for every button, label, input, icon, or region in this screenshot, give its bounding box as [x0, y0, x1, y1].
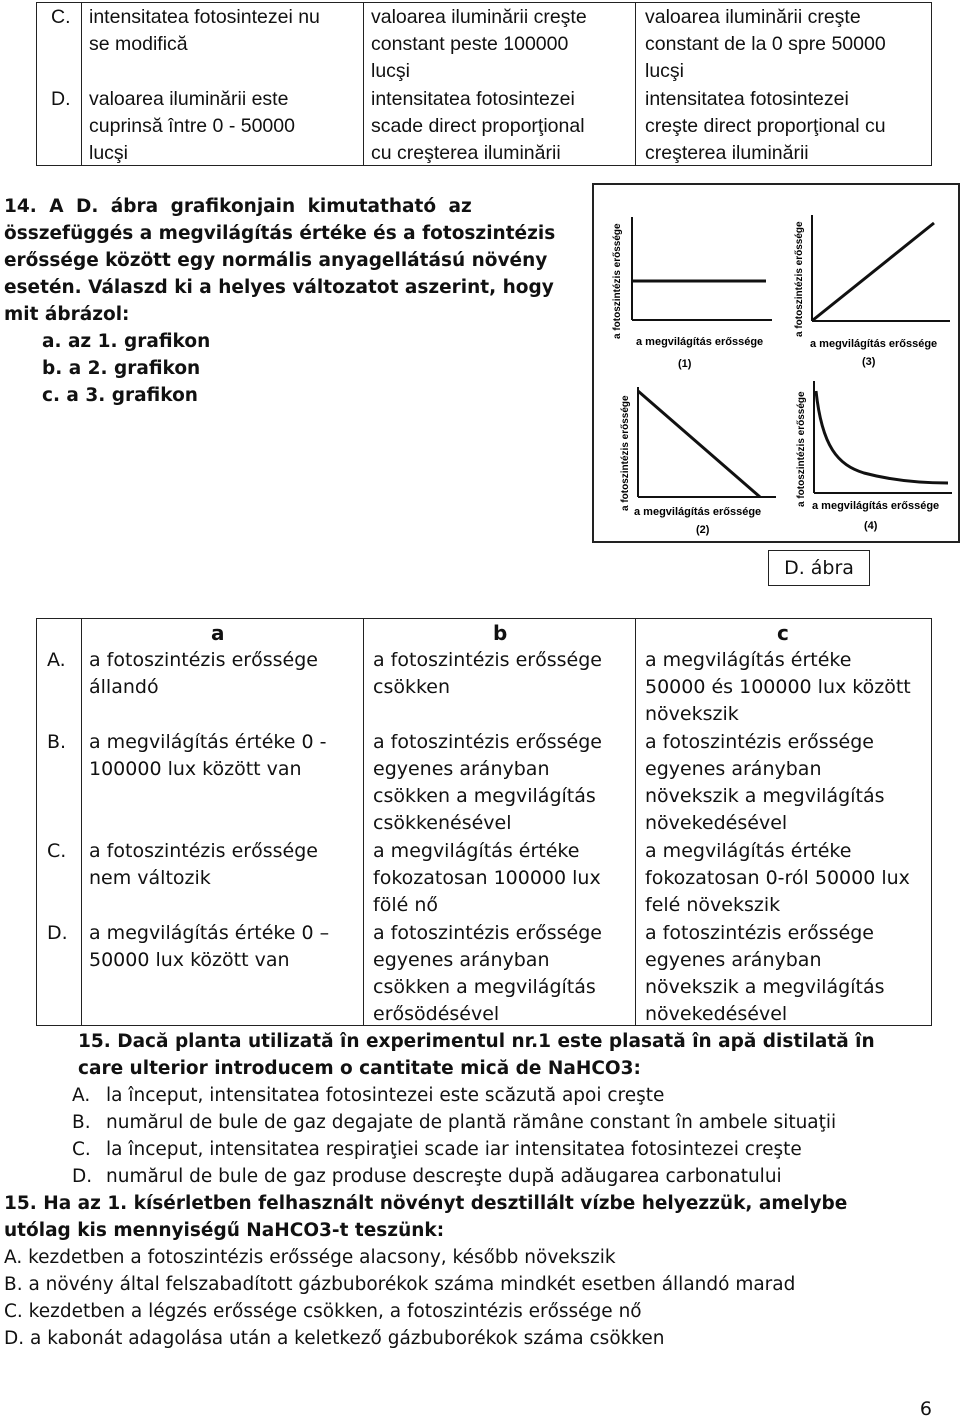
curve-increasing	[813, 223, 934, 320]
x-axis-label: a megvilágítás erőssége	[636, 336, 764, 348]
table-cell: a megvilágítás értéke 0 - 100000 lux között van	[89, 731, 327, 780]
table-cell: a megvilágítás értéke fokozatosan 0-ról 50000 lux felé növekszik	[645, 840, 910, 916]
table-cell: intensitatea fotosintezei creşte direct proporţional cu creşterea iluminării	[645, 88, 886, 164]
x-axis-label: a megvilágítás erőssége	[634, 506, 762, 518]
row-letter: D.	[47, 922, 68, 944]
graph-number: (1)	[678, 358, 692, 370]
table-divider	[81, 3, 82, 165]
graph-2	[620, 387, 776, 536]
table-cell: a megvilágítás értéke fokozatosan 100000 lux fölé nő	[373, 840, 601, 916]
ro-option-letter: B.	[72, 1112, 91, 1133]
table-cell: a fotoszintézis erőssége egyenes arányban növekszik a megvilágítás növekedésével	[645, 731, 885, 834]
table-cell: intensitatea fotosintezei nu se modifică	[89, 6, 320, 55]
y-axis-label: a fotoszintézis erőssége	[612, 223, 623, 339]
ro-option-letter: D.	[72, 1166, 93, 1187]
row-letter: C.	[47, 840, 67, 862]
question-14	[4, 193, 576, 409]
question-15-ro-title-2: care ulterior introducem o cantitate mică de NaHCO3:	[78, 1058, 641, 1079]
ro-option-letter: C.	[72, 1139, 91, 1160]
table-cell: valoarea iluminării creşte constant peste 100000 lucşi	[371, 6, 587, 82]
ro-option-letter: A.	[72, 1085, 91, 1106]
table-cell: a fotoszintézis erőssége egyenes arányban növekszik a megvilágítás növekedésével	[645, 922, 885, 1025]
table-cell: a fotoszintézis erőssége egyenes arányban csökken a megvilágítás erősödésével	[373, 922, 602, 1025]
table-cell: a megvilágítás értéke 50000 és 100000 lux között növekszik	[645, 649, 911, 725]
graph-number: (2)	[696, 524, 710, 536]
row-letter: C.	[51, 6, 71, 28]
graph-4	[796, 381, 952, 532]
ro-option-text: numărul de bule de gaz produse descreşte după adăugarea carbonatului	[106, 1166, 782, 1187]
row-letter: D.	[51, 88, 71, 110]
table-divider	[635, 619, 636, 1025]
table-cell: a fotoszintézis erőssége csökken	[373, 649, 602, 698]
ro-option-text: numărul de bule de gaz degajate de plantă rămâne constant în ambele situaţii	[106, 1112, 837, 1133]
column-header-a: a	[211, 621, 225, 645]
figure-caption: D. ábra	[768, 550, 870, 586]
table-cell: valoarea iluminării este cuprinsă între 0 - 50000 lucşi	[89, 88, 295, 164]
ro-option-text: la început, intensitatea respiraţiei scade iar intensitatea fotosintezei creşte	[106, 1139, 802, 1160]
question-line: összefüggés a megvilágítás értéke és a fotoszintézis	[4, 223, 556, 244]
answer-table-ro	[36, 2, 932, 166]
curve-saturating	[816, 391, 948, 483]
row-letter: B.	[47, 731, 67, 753]
graph-number: (4)	[864, 520, 878, 532]
option-c: c. a 3. grafikon	[42, 385, 198, 406]
graph-3	[794, 215, 950, 368]
question-line: esetén. Válaszd ki a helyes változatot aszerint, hogy	[4, 277, 554, 298]
ro-option-text: la început, intensitatea fotosintezei este scăzută apoi creşte	[106, 1085, 665, 1106]
question-15-hu-title-2: utólag kis mennyiségű NaHCO3-t teszünk:	[4, 1220, 445, 1241]
column-header-c: c	[777, 621, 789, 645]
table-divider	[635, 3, 636, 165]
table-cell: a fotoszintézis erőssége egyenes arányban csökken a megvilágítás csökkenésével	[373, 731, 602, 834]
page-number: 6	[919, 1398, 932, 1420]
y-axis-label: a fotoszintézis erőssége	[794, 221, 805, 337]
table-cell: a megvilágítás értéke 0 – 50000 lux között van	[89, 922, 330, 971]
hu-option: A. kezdetben a fotoszintézis erőssége alacsony, később növekszik	[4, 1247, 616, 1268]
graphs-figure	[594, 185, 958, 541]
column-header-b: b	[493, 621, 508, 645]
question-15-hu-title: 15. Ha az 1. kísérletben felhasznált növényt desztillált vízbe helyezzük, amelybe	[4, 1193, 848, 1214]
hu-option: D. a kabonát adagolása után a keletkező gázbuborékok száma csökken	[4, 1328, 665, 1349]
table-divider	[363, 3, 364, 165]
hu-option: B. a növény által felszabadított gázbuborékok száma mindkét esetben állandó marad	[4, 1274, 796, 1295]
hu-option: C. kezdetben a légzés erőssége csökken, a fotoszintézis erőssége nő	[4, 1301, 642, 1322]
y-axis-label: a fotoszintézis erőssége	[620, 395, 631, 511]
graph-number: (3)	[862, 356, 876, 368]
table-divider	[363, 619, 364, 1025]
option-a: a. az 1. grafikon	[42, 331, 211, 352]
table-divider	[81, 619, 82, 1025]
table-cell: intensitatea fotosintezei scade direct proporţional cu creşterea iluminării	[371, 88, 585, 164]
table-cell: a fotoszintézis erőssége nem változik	[89, 840, 318, 889]
table-cell: valoarea iluminării creşte constant de la 0 spre 50000 lucşi	[645, 6, 886, 82]
question-line: erőssége között egy normális anyagellátású növény	[4, 250, 548, 271]
question-line: mit ábrázol:	[4, 304, 130, 325]
x-axis-label: a megvilágítás erőssége	[812, 500, 940, 512]
option-b: b. a 2. grafikon	[42, 358, 201, 379]
question-line: 14. A D. ábra grafikonjain kimutatható az	[4, 196, 472, 217]
answer-table-hu	[36, 618, 932, 1026]
y-axis-label: a fotoszintézis erőssége	[796, 391, 807, 507]
table-cell: a fotoszintézis erőssége állandó	[89, 649, 318, 698]
question-15-ro-title: 15. Dacă planta utilizată în experimentul nr.1 este plasată în apă distilată în	[78, 1031, 875, 1052]
x-axis-label: a megvilágítás erőssége	[810, 338, 938, 350]
row-letter: A.	[47, 649, 66, 671]
graph-panel	[592, 183, 960, 543]
curve-decreasing	[638, 391, 760, 497]
graph-1	[612, 217, 772, 370]
